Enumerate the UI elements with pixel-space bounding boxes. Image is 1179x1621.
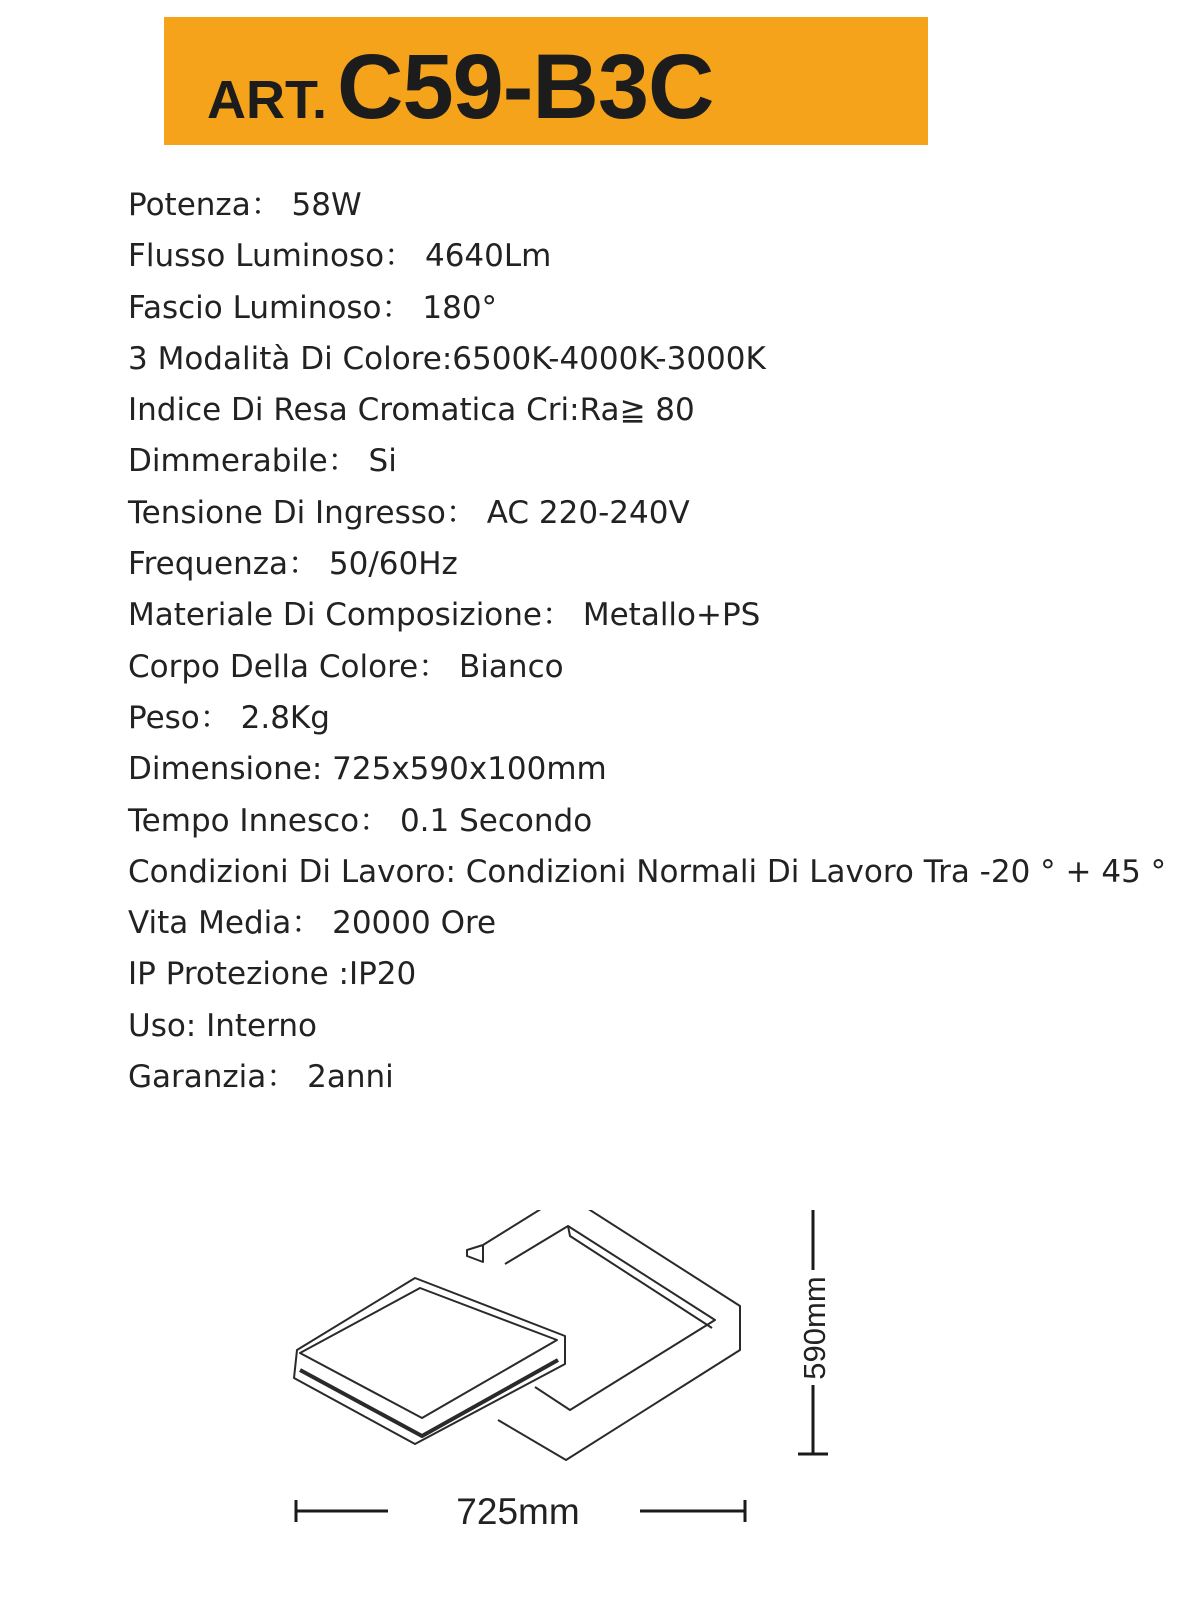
spec-start-time: Tempo Innesco： 0.1 Secondo [128, 802, 593, 839]
article-prefix: ART. [207, 70, 327, 130]
article-banner [164, 17, 928, 145]
back-frame-outline [483, 1210, 740, 1460]
spec-beam-angle: Fascio Luminoso： 180° [128, 289, 498, 326]
height-label: 590mm [797, 1276, 832, 1380]
spec-input-voltage: Tensione Di Ingresso： AC 220-240V [128, 494, 690, 531]
spec-color-modes: 3 Modalità Di Colore:6500K-4000K-3000K [128, 340, 766, 377]
lamp-dimension-drawing [280, 1210, 880, 1590]
spec-power: Potenza： 58W [128, 187, 362, 223]
article-title [207, 36, 714, 138]
spec-material: Materiale Di Composizione： Metallo+PS [128, 597, 761, 634]
front-panel-face [300, 1288, 557, 1418]
front-panel-base [300, 1360, 558, 1436]
spec-list [128, 180, 1166, 1103]
width-label: 725mm [456, 1491, 580, 1532]
spec-dimensions: Dimensione: 725x590x100mm [128, 751, 607, 788]
spec-body-color: Corpo Della Colore： Bianco [128, 648, 564, 685]
back-frame-inner [505, 1226, 715, 1410]
spec-dimmable: Dimmerabile： Si [128, 443, 397, 480]
article-code: C59-B3C [337, 36, 714, 138]
spec-weight: Peso： 2.8Kg [128, 699, 330, 736]
spec-cri: Indice Di Resa Cromatica Cri:Ra≧ 80 [128, 392, 695, 429]
spec-warranty: Garanzia： 2anni [128, 1059, 394, 1096]
spec-frequency: Frequenza： 50/60Hz [128, 546, 458, 583]
back-frame-ledge [467, 1245, 483, 1262]
spec-usage: Uso: Interno [128, 1007, 317, 1044]
spec-working-conditions: Condizioni Di Lavoro: Condizioni Normali Di Lavoro Tra -20 ° + 45 ° [128, 853, 1167, 890]
spec-ip-rating: IP Protezione :IP20 [128, 956, 417, 993]
front-panel-outline [294, 1278, 565, 1444]
spec-lifetime: Vita Media： 20000 Ore [128, 905, 497, 942]
spec-luminous-flux: Flusso Luminoso： 4640Lm [128, 238, 552, 275]
